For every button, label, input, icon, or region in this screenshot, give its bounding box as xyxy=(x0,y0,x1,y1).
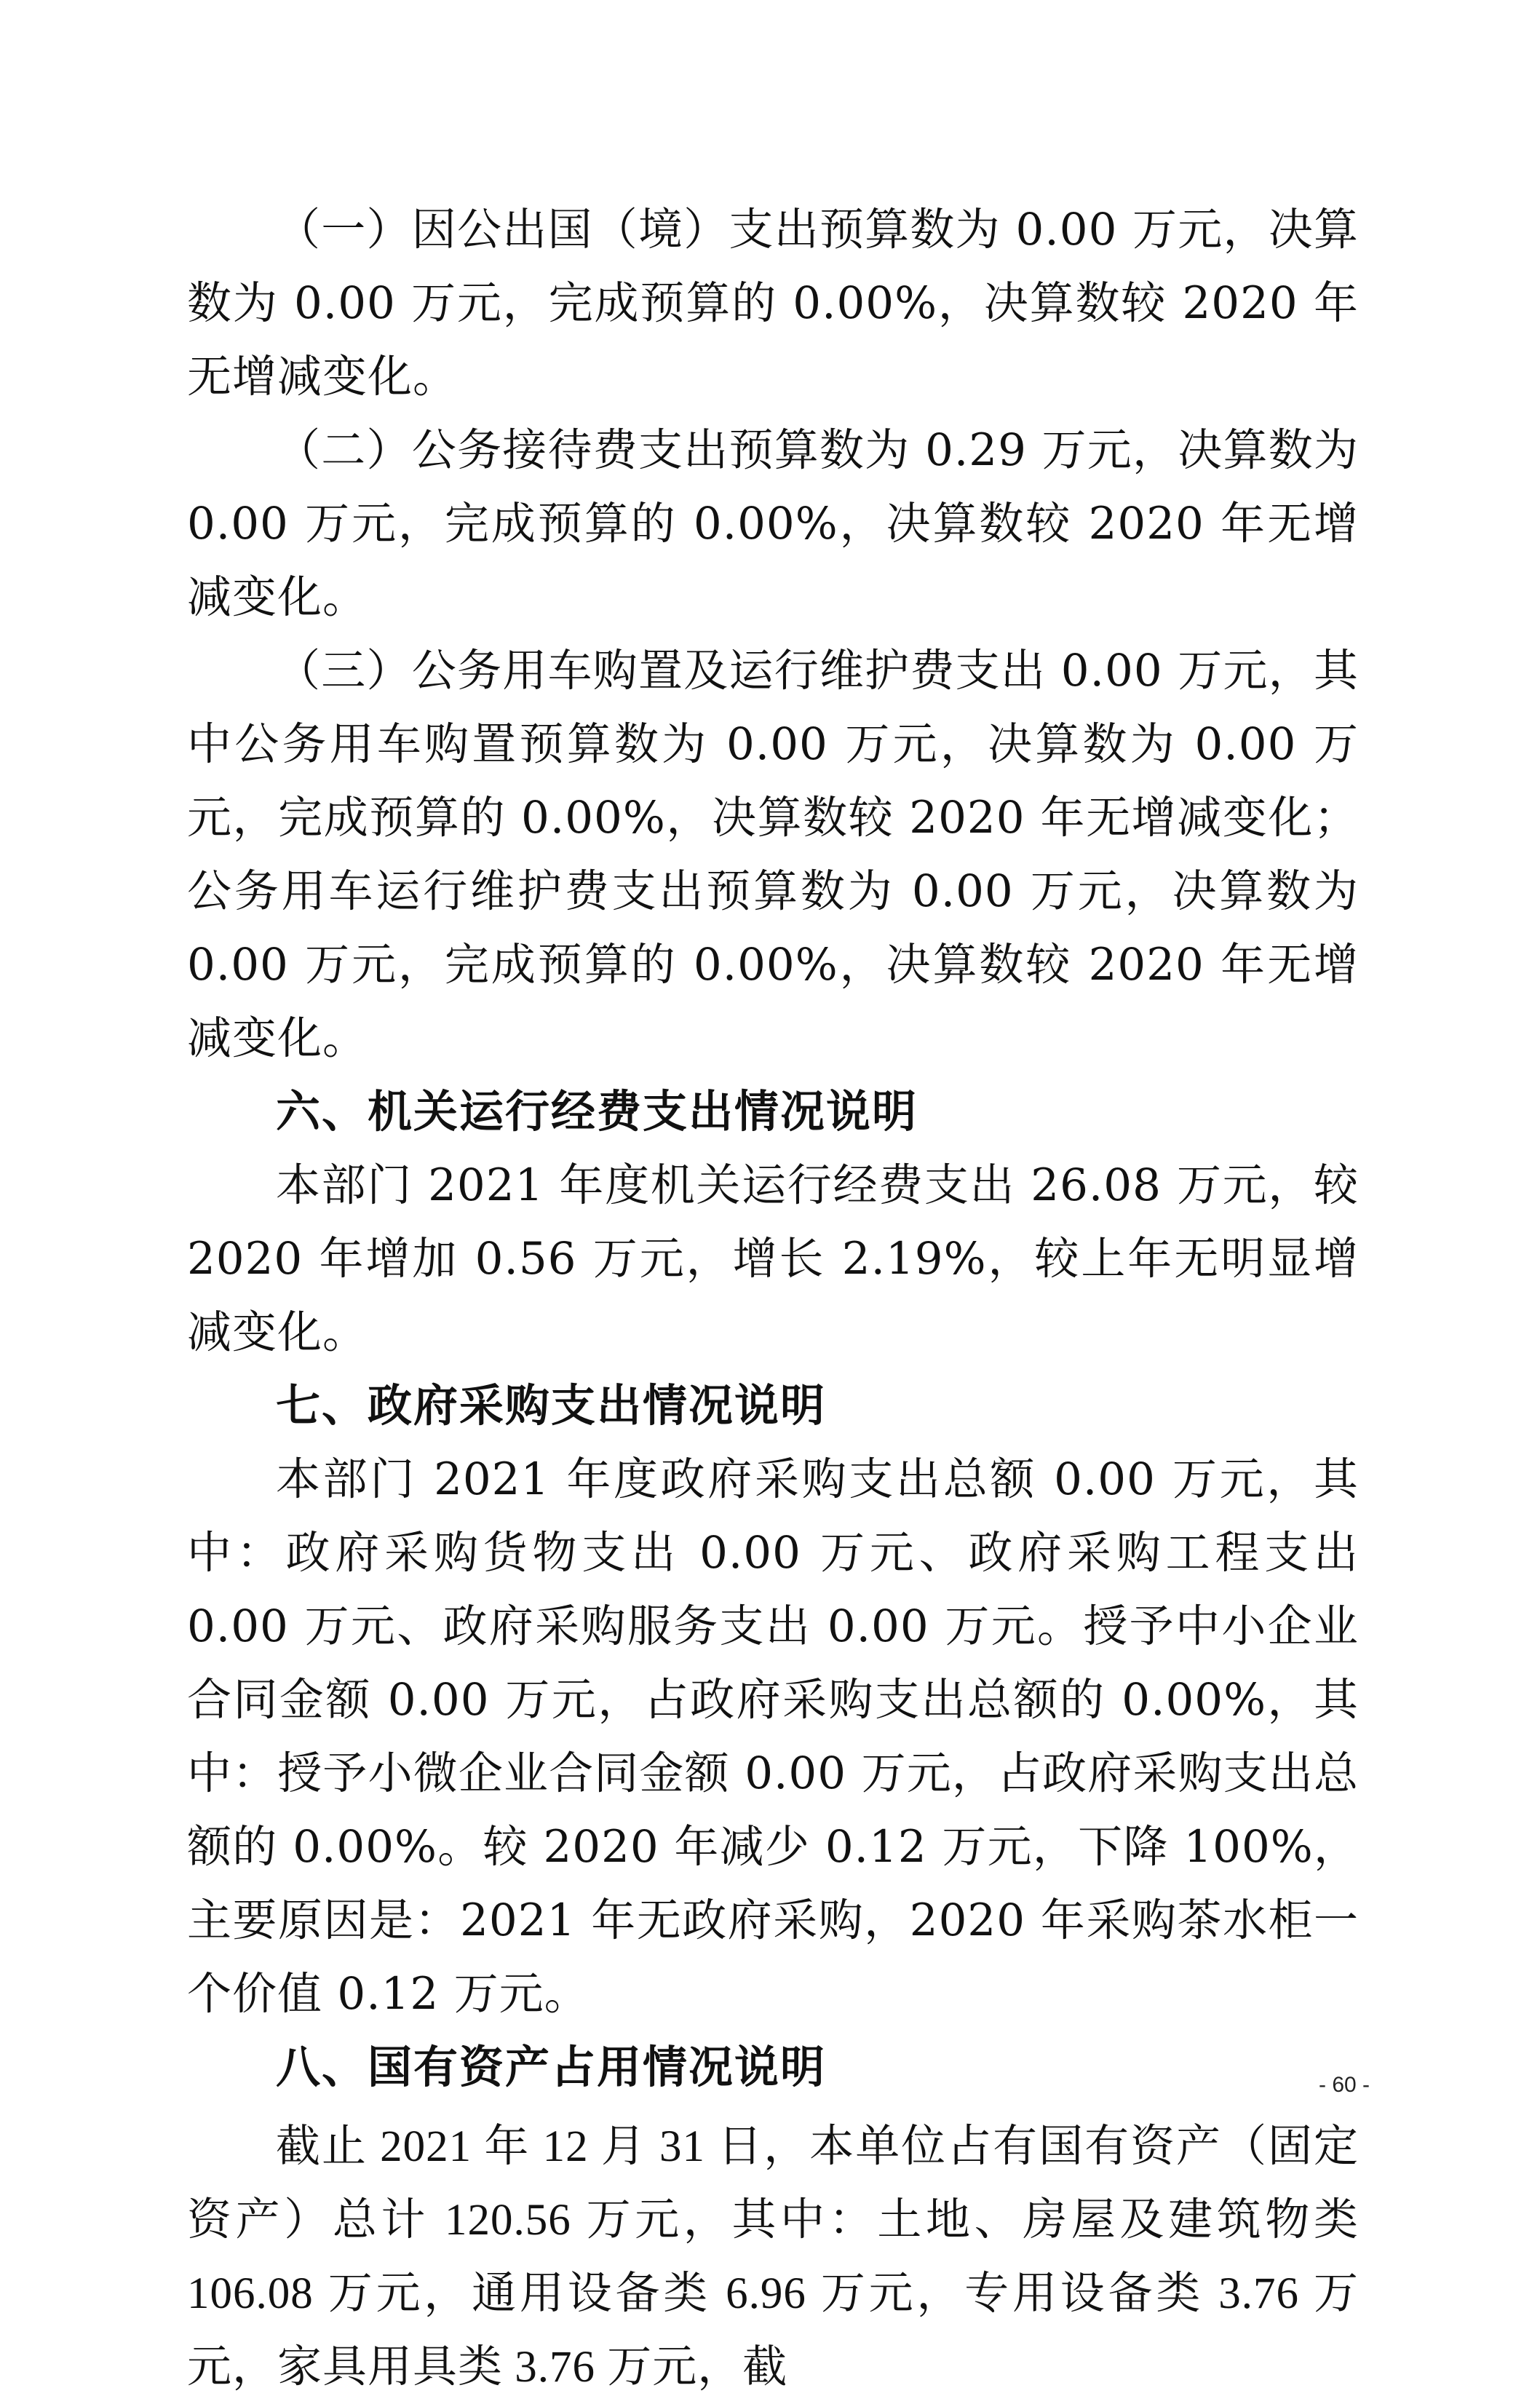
page-number: - 60 - xyxy=(1319,2073,1370,2097)
paragraph-vehicles: （三）公务用车购置及运行维护费支出 0.00 万元，其中公务用车购置预算数为 0.00 万元，决算数为 0.00 万元，完成预算的 0.00%，决算数较 2020 年无增减变化；公务用车运行维护费支出预算数为 0.00 万元，决算数为 0.00 万元，完成预算的 0.00%，决算数较 2020 年无增减变化。 xyxy=(187,645,1359,1064)
section-heading-procurement: 七、政府采购支出情况说明 xyxy=(276,1380,827,1432)
paragraph-procurement: 本部门 2021 年度政府采购支出总额 0.00 万元，其中：政府采购货物支出 0.00 万元、政府采购工程支出 0.00 万元、政府采购服务支出 0.00 万元。授予中小企业合同金额 0.00 万元，占政府采购支出总额的 0.00%，其中：授予小微企业合同金额 0.00 万元，占政府采购支出总额的 0.00%。较 2020 年减少 0.12 万元，下降 100%，主要原因是：2021 年无政府采购，2020 年采购茶水柜一个价值 0.12 万元。 xyxy=(187,1453,1359,2020)
paragraph-operating-expenses: 本部门 2021 年度机关运行经费支出 26.08 万元，较 2020 年增加 0.56 万元，增长 2.19%，较上年无明显增减变化。 xyxy=(187,1159,1359,1358)
section-heading-operating-expenses: 六、机关运行经费支出情况说明 xyxy=(276,1086,918,1138)
paragraph-foreign-travel: （一）因公出国（境）支出预算数为 0.00 万元，决算数为 0.00 万元，完成预算的 0.00%，决算数较 2020 年无增减变化。 xyxy=(187,204,1359,402)
section-heading-state-assets: 八、国有资产占用情况说明 xyxy=(276,2042,827,2093)
document-body xyxy=(187,193,1359,2404)
paragraph-state-assets: 截止 2021 年 12 月 31 日，本单位占有国有资产（固定资产）总计 120.56 万元，其中：土地、房屋及建筑物类 106.08 万元，通用设备类 6.96 万元，专用设备类 3.76 万元，家具用具类 3.76 万元，截 xyxy=(187,2122,1359,2392)
paragraph-reception: （二）公务接待费支出预算数为 0.29 万元，决算数为 0.00 万元，完成预算的 0.00%，决算数较 2020 年无增减变化。 xyxy=(187,424,1359,623)
